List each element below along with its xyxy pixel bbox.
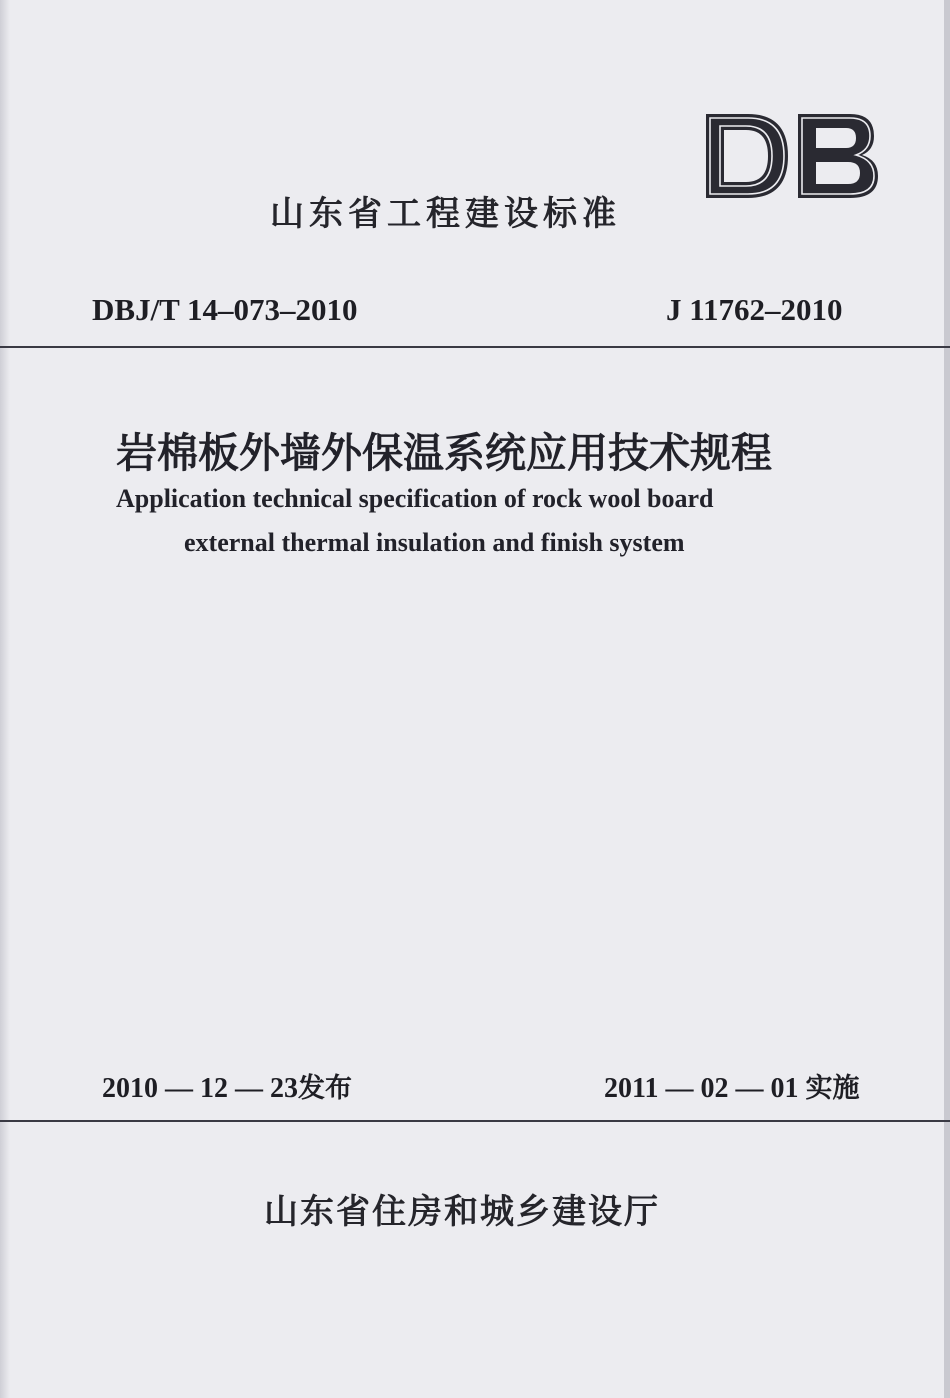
record-number: J 11762–2010 (666, 292, 843, 327)
effective-date: 2011 — 02 — 01 (604, 1073, 799, 1104)
page-left-edge-shadow (0, 0, 10, 1398)
chinese-title: 岩棉板外墙外保温系统应用技术规程 (116, 429, 772, 477)
issue-date-block (102, 1066, 352, 1105)
publisher: 山东省住房和城乡建设厅 (264, 1192, 660, 1232)
db-logo (700, 108, 882, 204)
bottom-divider (0, 1120, 950, 1122)
standard-number: DBJ/T 14–073–2010 (92, 292, 358, 327)
issue-label: 发布 (298, 1073, 352, 1104)
top-divider (0, 346, 950, 348)
effective-label: 实施 (805, 1073, 860, 1104)
series-title: 山东省工程建设标准 (270, 194, 621, 234)
english-title-line-2: external thermal insulation and finish system (184, 528, 685, 557)
effective-date-block (604, 1066, 859, 1105)
english-title-line-1: Application technical specification of rock wool board (116, 484, 714, 513)
issue-date: 2010 — 12 — 23 (102, 1073, 298, 1104)
page-right-edge (944, 0, 950, 1398)
